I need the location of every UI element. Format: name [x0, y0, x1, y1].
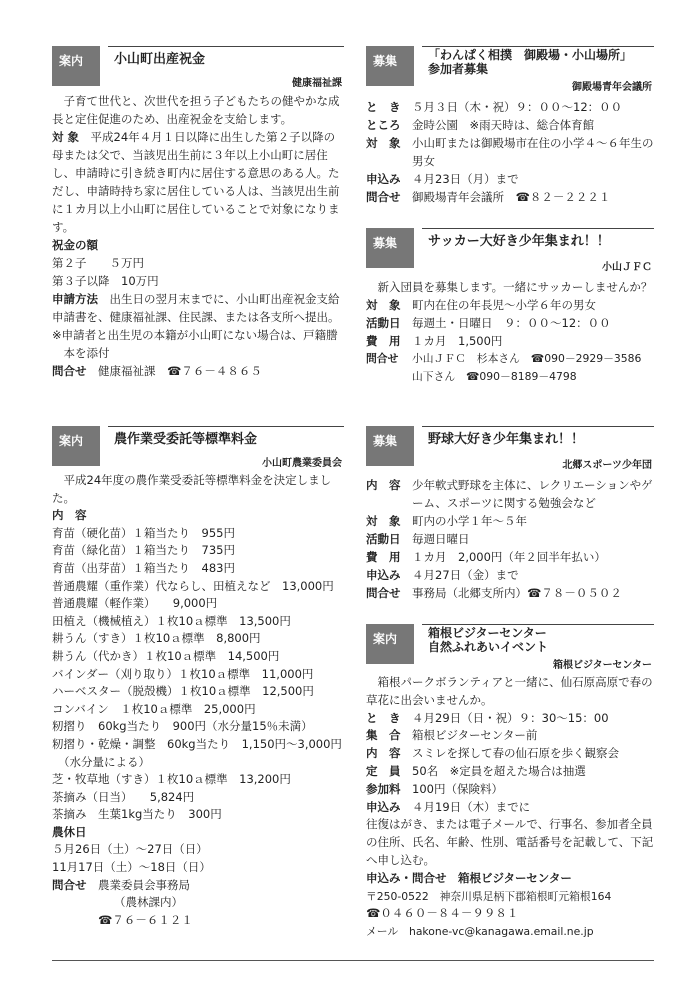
section-org: 御殿場青年会議所 [572, 82, 652, 93]
info-row-extra: 山下さん ☎090－8189－4798 [412, 370, 577, 383]
target-row: 対 象 平成24年４月１日以降に出生した第２子以降の母または父で、当該児出生前に３年以上小山町に居住し、申請時に引き続き町内に居住する意思のある人。ただし、申請時持ち家に居住している人は、当該児出生前に１カ月以上小山町に居住していることで対象になります。 [52, 130, 340, 234]
fee-item: 茶摘み 生葉1kg当たり 300円 [52, 807, 222, 822]
category-badge: 案内 [52, 426, 100, 466]
method-row: 申請方法 出生日の翌月末までに、小山町出産祝金支給申請書を、健康福祉課、住民課、または各支所へ提出。 [52, 292, 340, 324]
info-row: と き ５月３日（木・祝）９：００～12：００ [366, 100, 623, 114]
section-header [52, 46, 344, 89]
fee-item: 育苗（出芽苗）１箱当たり 483円 [52, 560, 235, 575]
category-badge: 募集 [366, 228, 414, 268]
info-row: 費 用 １カ月 1,500円 [366, 334, 503, 348]
contact-row: （農林課内） [114, 895, 183, 910]
section-org: 小山町農業委員会 [262, 458, 342, 469]
info-row: 費 用 １カ月 2,000円（年２回半年払い） [366, 550, 606, 564]
fee-item: 普通農耀（軽作業） 9,000円 [52, 596, 218, 611]
section-title: 野球大好き少年集まれ！！ [428, 432, 585, 447]
section-title: 箱根ビジターセンター 自然ふれあいイベント [428, 626, 549, 654]
amount-row: 第３子以降 10万円 [52, 274, 159, 288]
email-link[interactable]: メール hakone-vc@kanagawa.email.ne.jp [366, 925, 594, 939]
category-badge: 募集 [366, 426, 414, 466]
fee-item: 耕うん（代かき）１枚10ａ標準 14,500円 [52, 648, 280, 663]
info-row: 対 象 小山町または御殿場市在住の小学４～６年生の男女 [366, 136, 654, 168]
info-row: 問合せ 御殿場青年会議所 ☎８２－２２２１ [366, 190, 611, 204]
section-baseball [366, 426, 654, 602]
content-heading: 内 容 [52, 508, 87, 523]
phone-text: ☎０４６０－８４－９９８１ [366, 906, 519, 921]
section-title: 農作業受委託等標準料金 [114, 432, 258, 447]
info-row: 内 容 少年軟式野球を主体に、レクリエーションやゲーム、スポーツに関する勉強会など [366, 478, 653, 510]
fee-item: 茶摘み（日当） 5,824円 [52, 789, 195, 804]
intro-text: 新入団員を募集します。一緒にサッカーしませんか？ [377, 280, 653, 294]
info-row: と き ４月29日（日・祝）９：30～15：00 [366, 710, 609, 725]
info-row: 定 員 50名 ※定員を超えた場合は抽選 [366, 763, 586, 778]
section-header [52, 426, 344, 469]
intro-text: 平成24年度の農作業受委託等標準料金を決定しました。 [52, 473, 332, 505]
fee-item: ハーベスター（脱殻機）１枚10ａ標準 12,500円 [52, 684, 314, 699]
holiday-item: ５月26日（土）～27日（日） [52, 842, 208, 857]
category-badge: 案内 [366, 624, 414, 664]
fee-item: バインダー（刈り取り）１枚10ａ標準 11,000円 [52, 666, 314, 681]
fee-item: コンバイン １枚10ａ標準 25,000円 [52, 701, 256, 716]
section-birth-gift [52, 46, 344, 380]
info-row: ところ 金時公園 ※雨天時は、総合体育館 [366, 118, 595, 132]
contact-row: 問合せ 農業委員会事務局 [52, 877, 190, 892]
section-title: サッカー大好き少年集まれ！！ [428, 234, 610, 249]
info-row: 問合せ 小山ＪＦＣ 杉本さん ☎090－2929－3586 [366, 352, 642, 365]
section-org: 北郷スポーツ少年団 [562, 460, 652, 471]
section-soccer [366, 228, 654, 386]
fee-item: 籾摺り・乾燥・調整 60kg当たり 1,150円～3,000円 [52, 736, 342, 751]
apply-heading: 申込み・問合せ 箱根ビジターセンター [366, 870, 572, 885]
category-badge: 案内 [52, 46, 100, 86]
info-row: 参加料 100円（保険料） [366, 781, 503, 796]
section-org: 小山ＪＦＣ [602, 262, 652, 273]
note-text: 往復はがき、または電子メールで、行事名、参加者全員の住所、氏名、年齢、性別、電話番号を記載して、下記へ申し込む。 [366, 817, 654, 867]
section-header [366, 426, 654, 471]
intro-text: 箱根パークボランティアと一緒に、仙石原高原で春の草花に出会いませんか。 [366, 675, 653, 707]
holiday-item: 11月17日（土）～18日（日） [52, 860, 211, 875]
section-org: 健康福祉課 [292, 78, 342, 89]
info-row: 対 象 町内の小学１年～５年 [366, 514, 527, 528]
info-row: 申込み ４月23日（月）まで [366, 172, 519, 186]
section-header [366, 624, 654, 671]
intro-text: 子育て世代と、次世代を担う子どもたちの健やかな成長と定住促進のため、出産祝金を支給します。 [52, 94, 340, 126]
info-row: 活動日 毎週日曜日 [366, 532, 470, 546]
contact-row: 問合せ 健康福祉課 ☎７６－４８６５ [52, 364, 262, 378]
fee-item: 耕うん（すき）１枚10ａ標準 8,800円 [52, 631, 261, 646]
fee-item: 普通農耀（重作業）代ならし、田植えなど 13,000円 [52, 578, 334, 593]
info-row: 申込み ４月19日（木）までに [366, 799, 531, 814]
note-text: ※申請者と出生児の本籍が小山町にない場合は、戸籍謄本を添付 [52, 328, 338, 360]
section-header [366, 228, 654, 273]
section-header [366, 46, 654, 93]
fee-item: 芝・牧草地（すき）１枚10ａ標準 13,200円 [52, 772, 291, 787]
holiday-heading: 農休日 [52, 824, 87, 839]
info-row: 活動日 毎週土・日曜日 ９：００～12：００ [366, 316, 611, 330]
footer-rule [52, 960, 654, 961]
fee-item: （水分量による） [58, 754, 150, 769]
address-text: 〒250-0522 神奈川県足柄下郡箱根町元箱根164 [366, 889, 612, 903]
section-org: 箱根ビジターセンター [553, 660, 652, 671]
amount-row: 第２子 ５万円 [52, 256, 144, 270]
section-farm-fees [52, 426, 344, 929]
amount-heading: 祝金の額 [52, 238, 98, 252]
section-title: 「わんぱく相撲 御殿場・小山場所」 参加者募集 [428, 48, 633, 76]
info-row: 集 合 箱根ビジターセンター前 [366, 728, 538, 743]
section-sumo [366, 46, 654, 206]
info-row: 問合せ 事務局（北郷支所内）☎７８－０５０２ [366, 586, 622, 600]
fee-item: 田植え（機械植え）１枚10ａ標準 13,500円 [52, 613, 291, 628]
info-row: 内 容 スミレを探して春の仙石原を歩く観察会 [366, 746, 619, 761]
section-hakone [366, 624, 654, 941]
category-badge: 募集 [366, 46, 414, 86]
info-row: 申込み ４月27日（金）まで [366, 568, 519, 582]
contact-phone: ☎７６－６１２１ [98, 912, 193, 927]
fee-item: 育苗（硬化苗）１箱当たり 955円 [52, 525, 235, 540]
fee-item: 育苗（緑化苗）１箱当たり 735円 [52, 543, 235, 558]
info-row: 対 象 町内在住の年長児～小学６年の男女 [366, 298, 596, 312]
section-title: 小山町出産祝金 [114, 52, 206, 67]
fee-item: 籾摺り 60kg当たり 900円（水分量15％未満） [52, 719, 313, 734]
